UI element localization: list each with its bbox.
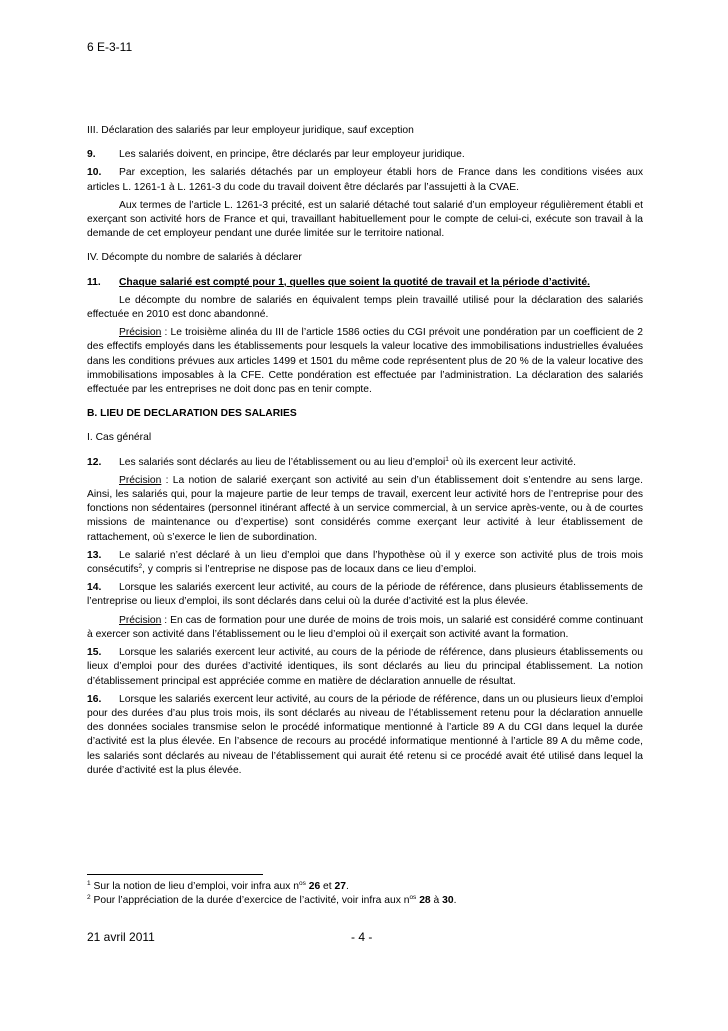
paragraph-13: [87, 549, 643, 577]
footer-date: 21 avril 2011: [87, 930, 155, 944]
footnote-mark: 1: [87, 880, 91, 887]
footnotes: [87, 880, 647, 908]
paragraph-11: [87, 276, 643, 290]
paragraph-10: [87, 166, 643, 194]
paragraph-text: Par exception, les salariés détachés par un employeur établi hors de France dans les conditions visées aux articles L. 1261-1 à L. 1261-3 du code du travail doivent être déclarés par l’assujetti à la CVAE.: [87, 167, 643, 193]
precision-text: : La notion de salarié exerçant son activité au sein d’un établissement doit s’entendre au sens large. Ainsi, les salariés qui, pour la majeure partie de leur temps de travail, exercent leur activité hors de l’entreprise pour des fonctions non sédentaires (personnel itinérant affecté à un service commercial, à un service après-vente, ou à de courtes missions de maintenance ou d’expertise) sont considérés comme exerçant leur activité à leur établissement de rattachement, où s’exerce le lien de subordination.: [87, 474, 643, 543]
footnote-text: Pour l’appréciation de la durée d’exercice de l’activité, voir infra aux n: [90, 895, 410, 906]
paragraph-number: 15.: [87, 647, 102, 659]
document-reference: 6 E-3-11: [87, 40, 133, 54]
section-heading-iii: III. Déclaration des salariés par leur employeur juridique, sauf exception: [87, 125, 414, 136]
paragraph-number: 13.: [87, 549, 102, 561]
section-heading-i: I. Cas général: [87, 432, 152, 444]
paragraph-number: 11.: [87, 276, 101, 288]
footnote-ref-number: 30: [442, 895, 454, 906]
precision-label: Précision: [119, 614, 162, 626]
footnote-os: os: [409, 894, 417, 901]
footnote-text: Sur la notion de lieu d’emploi, voir infra aux n: [90, 881, 299, 892]
paragraph-10-detail: Aux termes de l’article L. 1261-3 précité, est un salarié détaché tout salarié d’un employeur régulièrement établi et exerçant son activité hors de France et qui, travaillant habituellement pour le compte de celui-ci, exécute son travail à la demande de cet employeur pendant une durée limitée sur le territoire national.: [87, 199, 643, 240]
precision-text: : En cas de formation pour une durée de moins de trois mois, un salarié est considéré comme continuant à exercer son activité dans l’établissement ou le lieu d’emploi où il exerçait son activité avant la formation.: [87, 614, 643, 640]
footnote-ref-1: 1: [445, 455, 449, 463]
footnote-separator: [87, 874, 263, 875]
paragraph-15: [87, 646, 643, 689]
precision-label: Précision: [119, 327, 162, 339]
footnote-end: .: [345, 881, 349, 892]
paragraph-16: [87, 693, 643, 778]
footnote-conj: à: [430, 895, 443, 906]
footnote-ref-number: 26: [308, 881, 321, 892]
footnote-mark: 2: [87, 894, 91, 901]
footnote-ref-2: 2: [138, 563, 143, 571]
paragraph-text: Lorsque les salariés exercent leur activité, au cours de la période de référence, dans plusieurs établissements de l’entreprise ou lieux d’emploi, ils sont déclarés dans celui où la durée d’activité est la plus élevée.: [87, 582, 643, 608]
section-heading-b: B. LIEU DE DECLARATION DES SALARIES: [87, 408, 297, 420]
precision-text: : Le troisième alinéa du III de l’article 1586 octies du CGI prévoit une pondération par un coefficient de 2 des effectifs employés dans les établissements pour lesquels la valeur locative des immobilisations industrielles évaluées dans les conditions prévues aux articles 1499 et 1501 du même code représentent plus de 20 % de la valeur locative des immobilisations imposables à la CFE. Cette pondération est effectuée par l’administration. La déclaration des salariés effectuée par les entreprises ne doit donc pas en tenir compte.: [87, 327, 643, 396]
paragraph-11-precision: [87, 326, 643, 397]
paragraph-text: Les salariés doivent, en principe, être déclarés par leur employeur juridique.: [119, 149, 465, 161]
paragraph-text: Les salariés sont déclarés au lieu de l’établissement ou au lieu d’emploi: [119, 456, 446, 468]
paragraph-number: 9.: [87, 149, 96, 161]
footnote-ref-number: 28: [419, 895, 431, 906]
paragraph-12-precision: [87, 474, 643, 545]
footnote-2: [87, 894, 647, 908]
precision-label: Précision: [119, 474, 162, 486]
paragraph-number: 12.: [87, 456, 102, 468]
footnote-ref-number: 27: [334, 881, 346, 892]
paragraph-12: [87, 456, 643, 470]
document-body: [87, 124, 643, 778]
paragraph-number: 10.: [87, 167, 102, 179]
paragraph-number: 14.: [87, 582, 102, 594]
paragraph-text-end: où ils exercent leur activité.: [448, 456, 576, 468]
paragraph-11-detail: Le décompte du nombre de salariés en équivalent temps plein travaillé utilisé pour la déclaration des salariés effectuée en 2010 est donc abandonné.: [87, 294, 643, 321]
footnote-end: .: [453, 895, 457, 906]
section-heading-iv: IV. Décompte du nombre de salariés à déclarer: [87, 252, 302, 264]
footnote-os: os: [298, 880, 306, 887]
paragraph-text-end: , y compris si l’entreprise ne dispose pas de locaux dans ce lieu d’emploi.: [142, 564, 477, 576]
paragraph-text: Le salarié n’est déclaré à un lieu d’emploi que dans l’hypothèse où il y exerce son activité plus de trois mois consécutifs: [87, 549, 643, 576]
paragraph-number: 16.: [87, 693, 102, 705]
paragraph-14: [87, 581, 643, 609]
paragraph-text: Lorsque les salariés exercent leur activité, au cours de la période de référence, dans un ou plusieurs lieux d’emploi pour des durées d’au plus trois mois, ils sont déclarés au niveau de l’établissement retenu pour la déclaration annuelle des données sociales transmise selon le procédé informatique mentionné à l’article 89 A du CGI dans lequel la durée d’activité est la plus élevée. En l’absence de recours au procédé informatique mentionné à l’article 89 A du même code, les salariés sont déclarés au niveau de l’établissement qui aurait été retenu si ce procédé avait été utilisé dans lequel la durée d’activité est la plus élevée.: [87, 693, 643, 776]
paragraph-text: Lorsque les salariés exercent leur activité, au cours de la période de référence, dans plusieurs établissements ou lieux d’emploi pour des durées d’activité identiques, ils sont déclarés au lieu du principal établissement. La notion d’établissement principal est appréciée comme en matière de déclaration annuelle de résultat.: [87, 647, 643, 687]
page-number: - 4 -: [351, 930, 373, 944]
paragraph-text: Chaque salarié est compté pour 1, quelles que soient la quotité de travail et la période d’activité.: [119, 276, 590, 288]
paragraph-14-precision: [87, 614, 643, 642]
footnote-1: [87, 880, 647, 894]
footnote-conj: et: [320, 881, 335, 892]
paragraph-9: [87, 148, 643, 162]
